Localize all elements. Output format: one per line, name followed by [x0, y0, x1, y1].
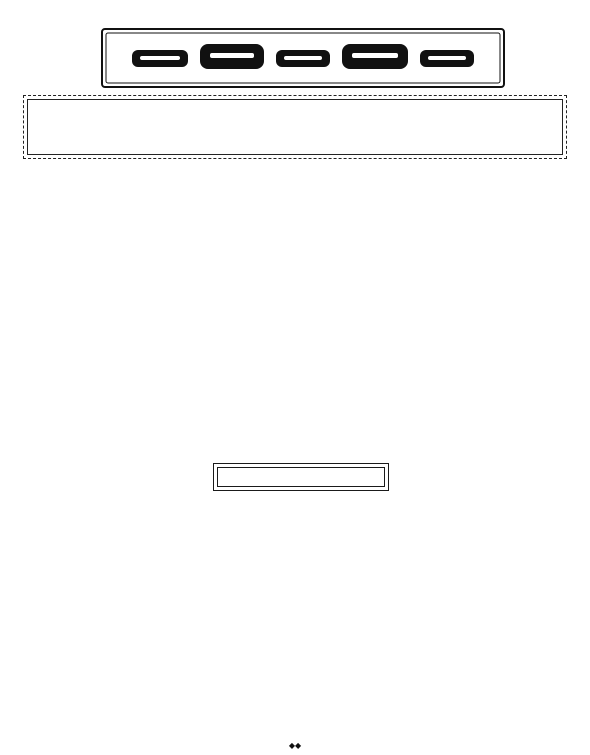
introduction-text	[27, 99, 563, 155]
author-byline-box	[213, 463, 389, 491]
author-name	[217, 467, 385, 487]
article-column-left	[22, 172, 202, 751]
introduction-box	[23, 95, 567, 159]
article-column-middle-continued	[213, 502, 389, 751]
star-ornament-icon: ◆◆	[288, 741, 302, 750]
calligraphy-banner-icon	[96, 20, 510, 96]
article-column-right	[400, 172, 578, 751]
